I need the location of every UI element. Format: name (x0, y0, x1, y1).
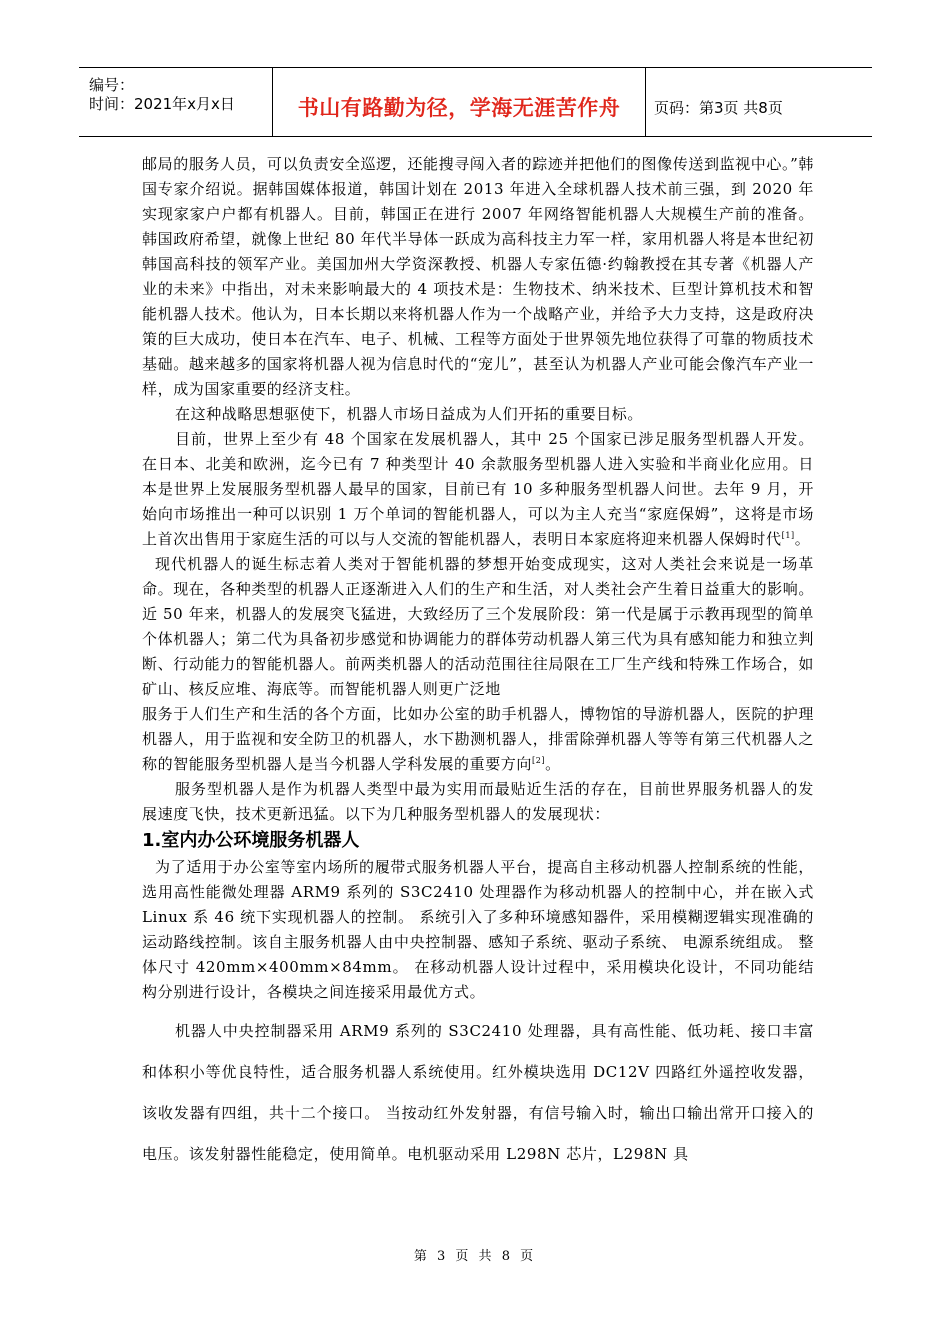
page-header (79, 67, 872, 137)
header-page-number: 页码：第3页 共8页 (654, 99, 783, 117)
paragraph-5-end: 。 (545, 755, 561, 773)
paragraph-3-text: 目前，世界上至少有 48 个国家在发展机器人，其中 25 个国家已涉足服务型机器人开发。在日本、北美和欧洲，迄今已有 7 种类型计 40 余款服务型机器人进入实验和半商业化应用。日本是世界上发展服务型机器人最早的国家，目前已有 10 多种服务型机器人问世。去年 9 月，开始向市场推出一种可以识别 1 万个单词的智能机器人，可以为主人充当“家庭保姆”，这将是市场上首次出售用于家庭生活的可以与人交流的智能机器人，表明日本家庭将迎来机器人保姆时代 (142, 430, 814, 548)
paragraph-8: 机器人中央控制器采用 ARM9 系列的 S3C2410 处理器，具有高性能、低功耗、接口丰富和体积小等优良特性，适合服务机器人系统使用。红外模块选用 DC12V 四路红外遥控收发器，该收发器有四组，共十二个接口。 当按动红外发射器，有信号输入时，输出口输出常开口接入的电压。该发射器性能稳定，使用简单。电机驱动采用 L298N 芯片，L298N 具 (142, 1022, 814, 1163)
section-heading-1: 1.室内办公环境服务机器人 (142, 830, 360, 851)
header-motto-cell (273, 68, 646, 136)
citation-1: [1] (781, 531, 795, 540)
paragraph-5 (142, 702, 814, 777)
paragraph-5-text: 服务于人们生产和生活的各个方面，比如办公室的助手机器人，博物馆的导游机器人，医院的护理机器人，用于监视和安全防卫的机器人，水下勘测机器人，排雷除弹机器人等等有第三代机器人之称的智能服务型机器人是当今机器人学科发展的重要方向 (142, 705, 814, 773)
header-motto: 书山有路勤为径，学海无涯苦作舟 (297, 96, 621, 120)
time-label: 时间：2021年x月x日 (89, 95, 235, 113)
header-info-cell (79, 68, 273, 136)
paragraph-7: 为了适用于办公室等室内场所的履带式服务机器人平台，提高自主移动机器人控制系统的性能，选用高性能微处理器 ARM9 系列的 S3C2410 处理器作为移动机器人的控制中心，并在嵌入式 Linux 系 46 统下实现机器人的控制。 系统引入了多种环境感知器件，采用模糊逻辑实现准确的运动路线控制。该自主服务机器人由中央控制器、感知子系统、驱动子系统、 电源系统组成。 整体尺寸 420mm×400mm×84mm。 在移动机器人设计过程中，采用模块化设计，不同功能结构分别进行设计，各模块之间连接采用最优方式。 (142, 858, 814, 1001)
header-page-cell (646, 68, 872, 136)
paragraph-4: 现代机器人的诞生标志着人类对于智能机器的梦想开始变成现实，这对人类社会来说是一场革命。现在，各种类型的机器人正逐渐进入人们的生产和生活，对人类社会产生着日益重大的影响。近 50 年来，机器人的发展突飞猛进，大致经历了三个发展阶段：第一代是属于示教再现型的简单个体机器人；第二代为具备初步感觉和协调能力的群体劳动机器人第三代为具有感知能力和独立判断、行动能力的智能机器人。前两类机器人的活动范围往往局限在工厂生产线和特殊工作场合，如矿山、核反应堆、海底等。而智能机器人则更广泛地 (142, 555, 814, 698)
paragraph-3-end: 。 (794, 530, 811, 548)
paragraph-2: 在这种战略思想驱使下，机器人市场日益成为人们开拓的重要目标。 (175, 405, 644, 423)
serial-label: 编号： (89, 76, 135, 94)
citation-2: [2] (532, 756, 546, 765)
paragraph-3 (142, 427, 814, 552)
page-footer: 第 3 页 共 8 页 (413, 1249, 537, 1264)
paragraph-1: 邮局的服务人员，可以负责安全巡逻，还能搜寻闯入者的踪迹并把他们的图像传送到监视中心。”韩国专家介绍说。据韩国媒体报道，韩国计划在 2013 年进入全球机器人技术前三强，到 2020 年实现家家户户都有机器人。目前，韩国正在进行 2007 年网络智能机器人大规模生产前的准备。韩国政府希望，就像上世纪 80 年代半导体一跃成为高科技主力军一样，家用机器人将是本世纪初韩国高科技的领军产业。美国加州大学资深教授、机器人专家伍德·约翰教授在其专著《机器人产业的未来》中指出，对未来影响最大的 4 项技术是：生物技术、纳米技术、巨型计算机技术和智能机器人技术。他认为，日本长期以来将机器人作为一个战略产业，并给予大力支持，这是政府决策的巨大成功，使日本在汽车、电子、机械、工程等方面处于世界领先地位获得了可靠的物质技术基础。越来越多的国家将机器人视为信息时代的“宠儿”，甚至认为机器人产业可能会像汽车产业一样，成为国家重要的经济支柱。 (142, 155, 814, 398)
paragraph-6: 服务型机器人是作为机器人类型中最为实用而最贴近生活的存在，目前世界服务机器人的发展速度飞快，技术更新迅猛。以下为几种服务型机器人的发展现状： (142, 780, 814, 823)
document-body (142, 152, 814, 1175)
